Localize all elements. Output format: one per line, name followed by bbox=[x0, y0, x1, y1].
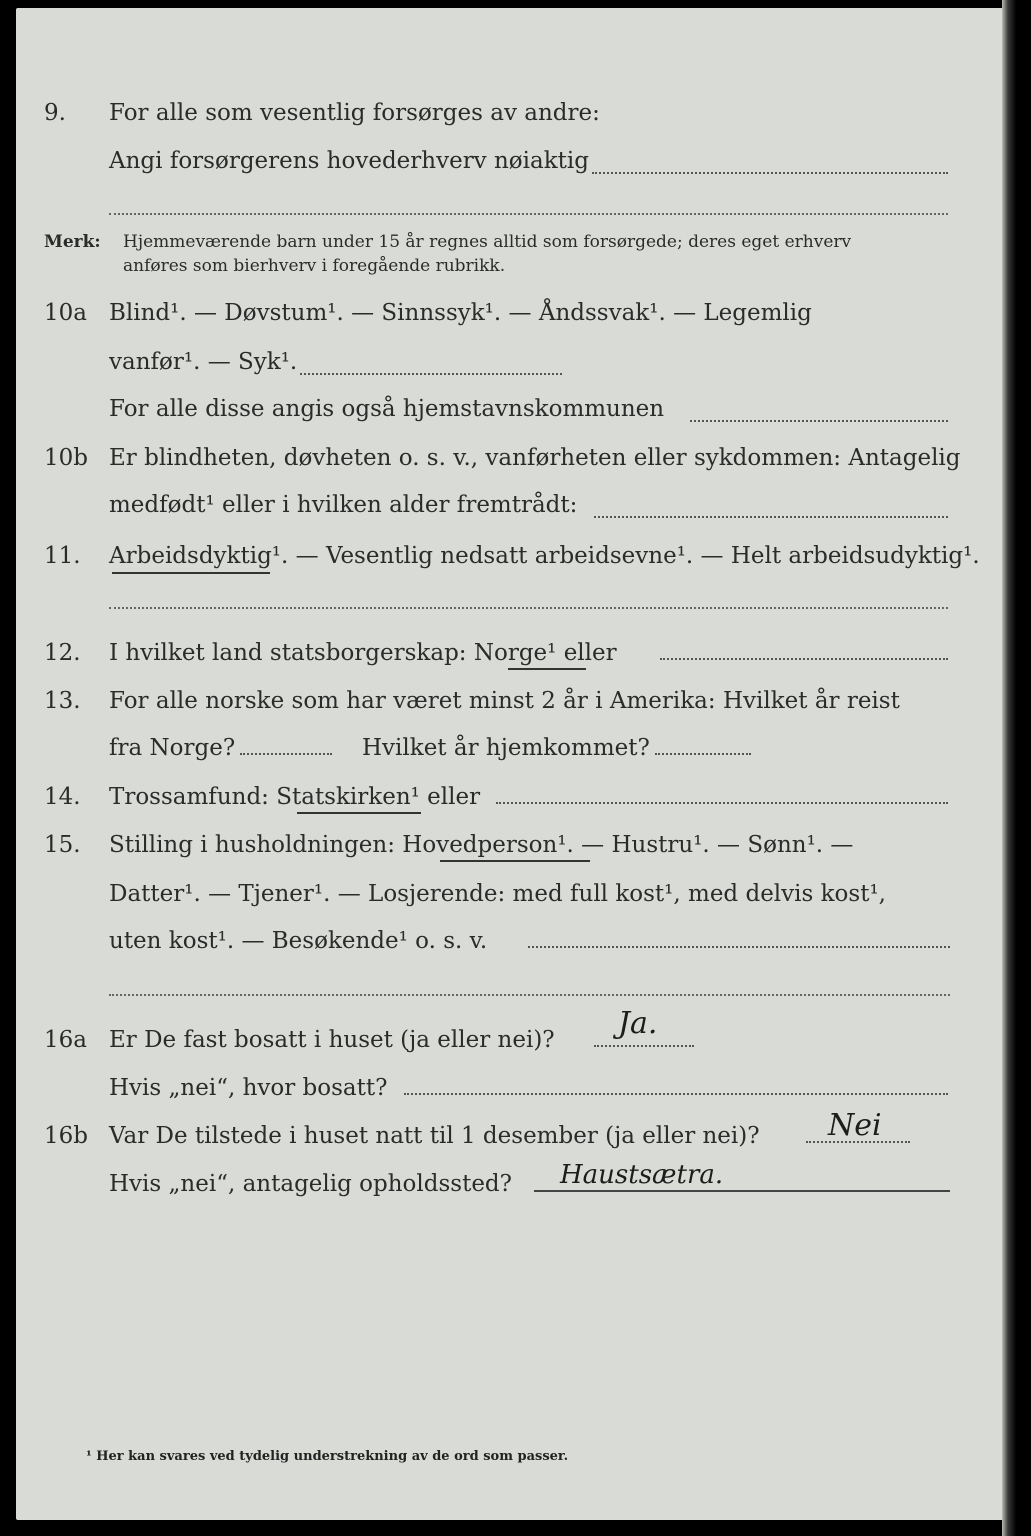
q10a-text-2: vanfør¹. — Syk¹. bbox=[109, 349, 298, 375]
q10b-answer-line[interactable] bbox=[594, 510, 948, 518]
q16a-text-2: Hvis „nei“, hvor bosatt? bbox=[109, 1075, 388, 1101]
q10a-text-3: For alle disse angis også hjemstavnskommunen bbox=[109, 396, 665, 422]
q14-text: Trossamfund: Statskirken¹ eller bbox=[109, 784, 481, 810]
q16b-handwritten-location: Haustsætra. bbox=[560, 1160, 724, 1190]
q15-answer-line[interactable] bbox=[528, 940, 950, 948]
q10b-text-1: Er blindheten, døvheten o. s. v., vanførheten eller sykdommen: Antagelig bbox=[109, 445, 961, 471]
footnote: ¹ Her kan svares ved tydelig understrekning av de ord som passer. bbox=[86, 1449, 569, 1464]
q16b-handwritten-answer: Nei bbox=[828, 1108, 882, 1143]
q16a-number: 16a bbox=[44, 1027, 87, 1053]
q13-text-1: For alle norske som har været minst 2 år i Amerika: Hvilket år reist bbox=[109, 688, 900, 714]
q12-text: I hvilket land statsborgerskap: Norge¹ eller bbox=[109, 640, 617, 666]
q13-number: 13. bbox=[44, 688, 81, 714]
q14-underline-mark bbox=[297, 812, 421, 814]
merk-label: Merk: bbox=[44, 232, 101, 252]
q11-number: 11. bbox=[44, 543, 81, 569]
q15-extra-line[interactable] bbox=[109, 994, 950, 996]
q16b-text-2: Hvis „nei“, antagelig opholdssted? bbox=[109, 1171, 512, 1197]
q16a-residence-line[interactable] bbox=[404, 1087, 948, 1095]
q10b-text-2: medfødt¹ eller i hvilken alder fremtrådt: bbox=[109, 492, 578, 518]
q10a-municipality-line[interactable] bbox=[690, 414, 948, 422]
page-edge bbox=[1002, 0, 1031, 1536]
q13-departure-line[interactable] bbox=[240, 747, 332, 755]
q12-underline-mark bbox=[508, 668, 586, 670]
q15-text-3: uten kost¹. — Besøkende¹ o. s. v. bbox=[109, 928, 488, 954]
q15-text-2: Datter¹. — Tjener¹. — Losjerende: med full kost¹, med delvis kost¹, bbox=[109, 881, 886, 907]
merk-text-1: Hjemmeværende barn under 15 år regnes alltid som forsørgede; deres eget erhverv bbox=[123, 232, 852, 252]
q16a-text-1: Er De fast bosatt i huset (ja eller nei)? bbox=[109, 1027, 555, 1053]
q10b-number: 10b bbox=[44, 445, 88, 471]
q13-return-line[interactable] bbox=[655, 747, 751, 755]
q9-number: 9. bbox=[44, 100, 66, 126]
q9-answer-line[interactable] bbox=[592, 166, 948, 174]
q14-answer-line[interactable] bbox=[496, 796, 948, 804]
q16b-location-line[interactable] bbox=[534, 1190, 950, 1192]
q9-text: For alle som vesentlig forsørges av andre: bbox=[109, 100, 600, 126]
q12-number: 12. bbox=[44, 640, 81, 666]
q12-answer-line[interactable] bbox=[660, 652, 948, 660]
q16b-number: 16b bbox=[44, 1123, 88, 1149]
q10a-sick-answer-line[interactable] bbox=[300, 367, 562, 375]
q13-text-2b: Hvilket år hjemkommet? bbox=[362, 735, 650, 761]
q10a-text-1: Blind¹. — Døvstum¹. — Sinnssyk¹. — Åndssvak¹. — Legemlig bbox=[109, 300, 812, 326]
q11-text: Arbeidsdyktig¹. — Vesentlig nedsatt arbeidsevne¹. — Helt arbeidsudyktig¹. bbox=[109, 543, 980, 569]
q15-underline-mark bbox=[440, 860, 590, 862]
q15-number: 15. bbox=[44, 832, 81, 858]
q9-occupation-label: Angi forsørgerens hovederhverv nøiaktig bbox=[109, 148, 589, 174]
merk-text-2: anføres som bierhverv i foregående rubrikk. bbox=[123, 256, 506, 276]
q11-underline-mark bbox=[112, 572, 270, 574]
q13-text-2a: fra Norge? bbox=[109, 735, 236, 761]
q10a-number: 10a bbox=[44, 300, 87, 326]
q9-extra-line[interactable] bbox=[109, 213, 948, 215]
q16b-text-1: Var De tilstede i huset natt til 1 desember (ja eller nei)? bbox=[109, 1123, 760, 1149]
q11-extra-line[interactable] bbox=[109, 607, 948, 609]
q14-number: 14. bbox=[44, 784, 81, 810]
q16a-handwritten-answer: Ja. bbox=[618, 1006, 658, 1041]
q15-text-1: Stilling i husholdningen: Hovedperson¹. — Hustru¹. — Sønn¹. — bbox=[109, 832, 854, 858]
